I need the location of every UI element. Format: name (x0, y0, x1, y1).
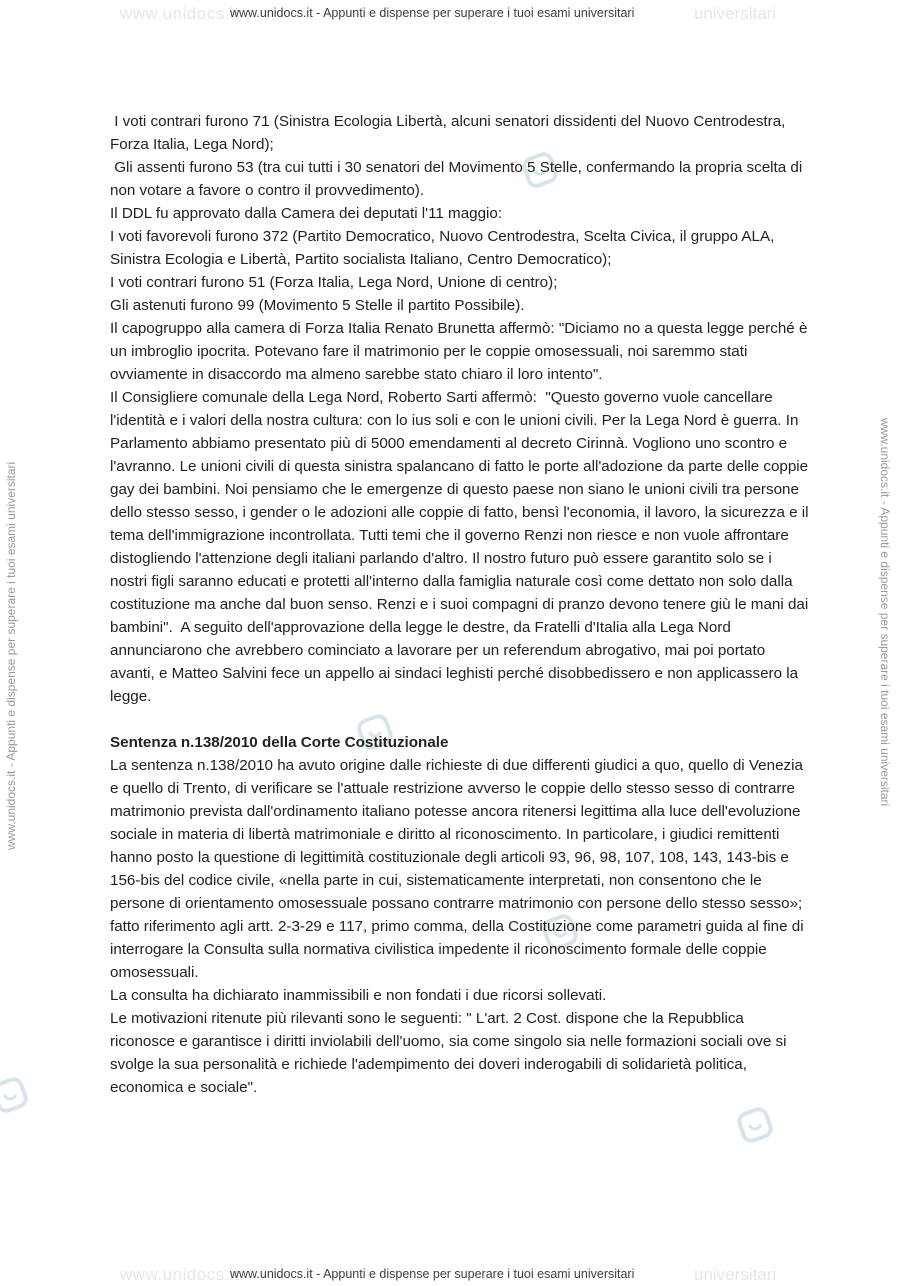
header-watermark (0, 6, 909, 24)
left-side-watermark-text: www.unidocs.it - Appunti e dispense per superare i tuoi esami universitari (4, 461, 18, 850)
header-banner-text[interactable]: www.unidocs.it - Appunti e dispense per superare i tuoi esami universitari (230, 6, 635, 20)
footer-bg-right-text: universitari (694, 1265, 777, 1284)
header-bg-right-text: universitari (694, 4, 777, 23)
paragraph: Gli astenuti furono 99 (Movimento 5 Stelle il partito Possibile). (110, 297, 525, 314)
paragraph: I voti contrari furono 71 (Sinistra Ecologia Libertà, alcuni senatori dissidenti del Nuovo Centrodestra, Forza Italia, Lega Nord); (110, 113, 790, 153)
header-bg-left-text: www.unidocs.it (120, 4, 240, 23)
paragraph: Il capogruppo alla camera di Forza Italia Renato Brunetta affermò: "Diciamo no a questa legge perché è un imbroglio ipocrita. Potevano fare il matrimonio per le coppie omosessuali, noi saremmo stati ovviamente in disaccordo ma almeno sarebbe stato chiaro il loro intento". (110, 320, 812, 383)
paragraph: I voti favorevoli furono 372 (Partito Democratico, Nuovo Centrodestra, Scelta Civica, il gruppo ALA, Sinistra Ecologia e Libertà, Partito socialista Italiano, Centro Democratico); (110, 228, 779, 268)
footer-banner-text[interactable]: www.unidocs.it - Appunti e dispense per superare i tuoi esami universitari (230, 1267, 635, 1281)
paragraph: Il Consigliere comunale della Lega Nord, Roberto Sarti affermò: "Questo governo vuole cancellare l'identità e i valori della nostra cultura: con lo ius soli e con le unioni civili. Per la Lega Nord è guerra. In Parlamento abbiamo presentato più di 5000 emendamenti al decreto Cirinnà. Vogliono uno scontro e l'avranno. Le unioni civili di questa sinistra spalancano di fatto le porte all'adozione da parte delle coppie gay dei bambini. Noi pensiamo che le emergenze di questo paese non siano le unioni civili tra persone dello stesso sesso, i gender o le adozioni alle coppie di fatto, bensì l'economia, il lavoro, la sicurezza e il tema dell'immigrazione incontrollata. Tutti temi che il governo Renzi non riesce e non vuole affrontare distogliendo l'attenzione degli italiani parlando d'altro. Il nostro futuro può essere garantito solo se i nostri figli saranno educati e protetti all'interno dalla famiglia naturale così come dettato non solo dalla costituzione ma anche dal buon senso. Renzi e i suoi compagni di pranzo devono tenere giù le mani dai bambini". A seguito dell'approvazione della legge le destre, da Fratelli d'Italia alla Lega Nord annunciarono che avrebbero cominciato a lavorare per un referendum abrogativo, mai poi portato avanti, e Matteo Salvini fece un appello ai sindaci leghisti perché disobbedissero e non applicassero la legge. (110, 389, 813, 705)
left-side-watermark (4, 461, 24, 850)
paragraph: Gli assenti furono 53 (tra cui tutti i 30 senatori del Movimento 5 Stelle, confermando la propria scelta di non votare a favore o contro il provvedimento). (110, 159, 807, 199)
paragraph: Le motivazioni ritenute più rilevanti sono le seguenti: " L'art. 2 Cost. dispone che la Repubblica riconosce e garantisce i diritti inviolabili dell'uomo, sia come singolo sia nelle formazioni sociali ove si svolge la sua personalità e richiede l'adempimento dei doveri inderogabili di solidarietà politica, economica e sociale". (110, 1010, 791, 1096)
paragraph: La sentenza n.138/2010 ha avuto origine dalle richieste di due differenti giudici a quo, quello di Venezia e quello di Trento, di verificare se l'attuale restrizione avverso le coppie dello stesso sesso di contrarre matrimonio prevista dall'ordinamento italiano potesse ancora ritenersi legittima alla luce dell'evoluzione sociale in materia di libertà matrimoniale e diritto al riconoscimento. In particolare, i giudici remittenti hanno posto la questione di legittimità costituzionale degli articoli 93, 96, 98, 107, 108, 143, 143-bis e 156-bis del codice civile, «nella parte in cui, sistematicamente interpretati, non consentono che le persone di orientamento omosessuale possano contrarre matrimonio con persone dello stesso sesso»; fatto riferimento agli artt. 2-3-29 e 117, primo comma, della Costituzione come parametri guida al fine di interrogare la Consulta sulla normativa civilistica impedente il riconoscimento formale delle coppie omosessuali. (110, 757, 808, 981)
paragraph: Il DDL fu approvato dalla Camera dei deputati l'11 maggio: (110, 205, 503, 222)
document-body (110, 110, 813, 1099)
footer-watermark (0, 1267, 909, 1285)
unidocs-logo-icon (735, 1105, 775, 1145)
paragraph: La consulta ha dichiarato inammissibili e non fondati i due ricorsi sollevati. (110, 987, 607, 1004)
section-heading: Sentenza n.138/2010 della Corte Costituzionale (110, 734, 449, 751)
unidocs-logo-icon (0, 1075, 30, 1115)
right-side-watermark-text: www.unidocs.it - Appunti e dispense per superare i tuoi esami universitari (878, 418, 892, 807)
footer-bg-left-text: www.unidocs.it (120, 1265, 240, 1284)
paragraph: I voti contrari furono 51 (Forza Italia, Lega Nord, Unione di centro); (110, 274, 558, 291)
